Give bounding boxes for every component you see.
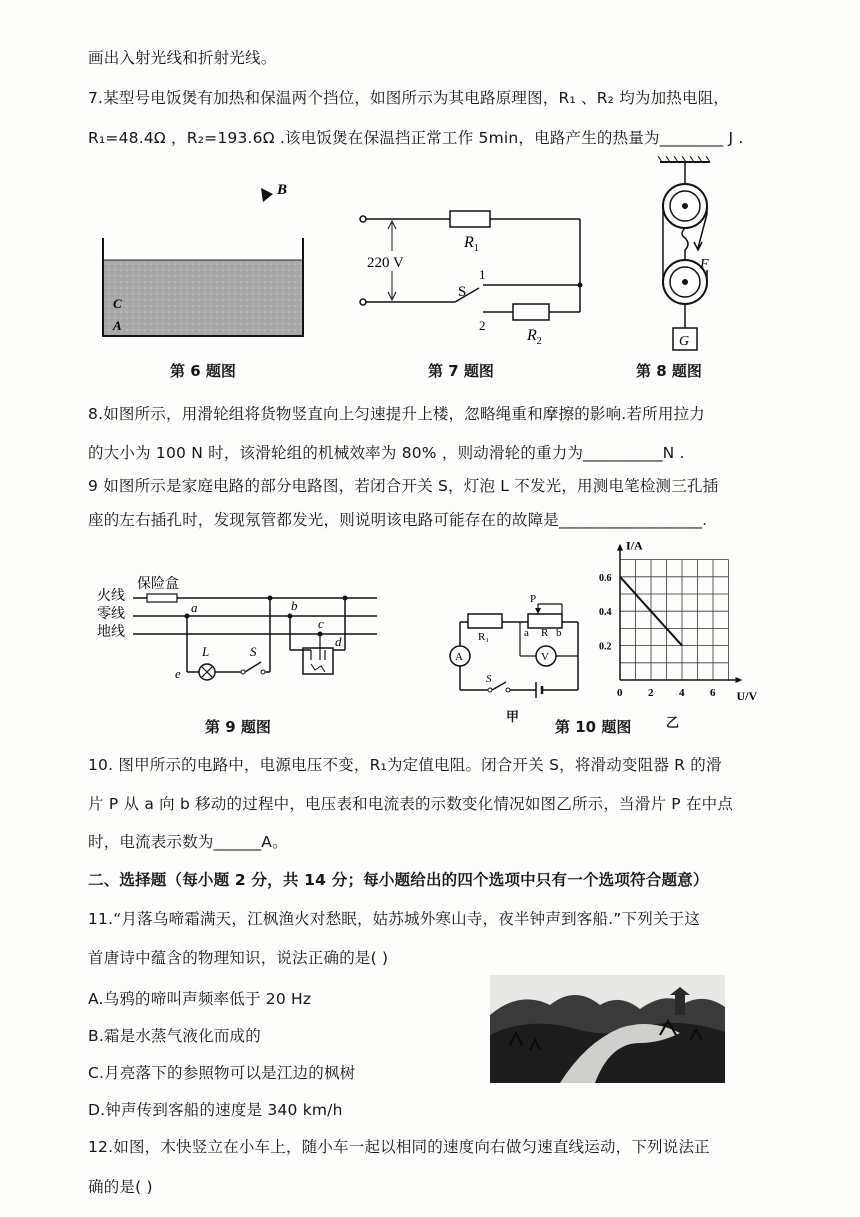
text-line-1: 画出入射光线和折射光线。 <box>88 49 277 67</box>
switch-S-label: S <box>250 644 257 659</box>
question-11-line-2: 首唐诗中蕴含的物理知识，说法正确的是( ) <box>88 949 389 967</box>
rheostat-a: a <box>524 627 529 639</box>
point-B: B <box>277 182 288 198</box>
chart-y-tick-label: 0.4 <box>599 607 612 619</box>
live-wire-label: 火线 <box>97 589 125 604</box>
socket-icon <box>303 648 333 674</box>
figure-6 <box>95 178 315 348</box>
switch-S-label: S <box>486 673 492 685</box>
question-9-line-2: 座的左右插孔时，发现氖管都发光，则说明该电路可能存在的故障是__________________. <box>88 511 708 529</box>
question-12-line-1: 12.如图，木快竖立在小车上，随小车一起以相同的速度向右做匀速直线运动，下列说法正 <box>88 1138 710 1156</box>
point-d: d <box>335 634 342 649</box>
ammeter-label: A <box>455 651 463 663</box>
rheostat-R: R <box>541 627 549 639</box>
question-10-line-2: 片 P 从 a 向 b 移动的过程中，电压表和电流表的示数变化情况如图乙所示，当滑片 P 在中点 <box>88 795 734 813</box>
option-A: A.乌鸦的啼叫声频率低于 20 Hz <box>88 990 312 1008</box>
force-F-label: F <box>700 257 709 272</box>
caption-figure-7: 第 7 题图 <box>428 362 494 380</box>
option-C: C.月亮落下的参照物可以是江边的枫树 <box>88 1064 356 1082</box>
point-c: c <box>318 616 324 631</box>
resistor-r1-label: $R_1$ <box>464 234 479 254</box>
chart-y-tick-label: 0.2 <box>599 641 612 653</box>
figure-9 <box>95 577 395 690</box>
point-C: C <box>113 296 122 311</box>
neutral-wire-label: 零线 <box>97 607 125 622</box>
figure-10-chart <box>598 535 768 703</box>
switch-s-label: S <box>458 284 467 300</box>
switch-pos-1: 1 <box>479 267 486 282</box>
slider-P-label: P <box>530 593 537 605</box>
chart-x-tick-label: 2 <box>648 687 654 699</box>
resistor-r1-label: R₁ <box>478 631 490 643</box>
caption-yi: 乙 <box>666 716 680 731</box>
resistor-r2-label: $R_2$ <box>527 327 542 347</box>
chart-ylabel: I/A <box>626 538 643 553</box>
point-b: b <box>291 598 298 613</box>
caption-jia: 甲 <box>506 710 520 725</box>
option-D: D.钟声传到客船的速度是 340 km/h <box>88 1101 343 1119</box>
chart-xlabel: U/V <box>736 689 758 703</box>
landscape-painting-image <box>490 975 725 1083</box>
section-2-heading: 二、选择题（每小题 2 分，共 14 分；每小题给出的四个选项中只有一个选项符合题意） <box>88 871 709 889</box>
option-B: B.霜是水蒸气液化而成的 <box>88 1027 261 1045</box>
question-8-line-1: 8.如图所示，用滑轮组将货物竖直向上匀速提升上楼，忽略绳重和摩擦的影响.若所用拉力 <box>88 405 705 423</box>
eye-icon <box>261 188 273 202</box>
caption-figure-6: 第 6 题图 <box>170 362 236 380</box>
question-7-line-1: 7.某型号电饭煲有加热和保温两个挡位，如图所示为其电路原理图，R₁ 、R₂ 均为加热电阻， <box>88 89 730 107</box>
question-11-line-1: 11.“月落乌啼霜满天，江枫渔火对愁眠，姑苏城外寒山寺，夜半钟声到客船.”下列关于这 <box>88 910 701 928</box>
chart-x-tick-label: 0 <box>617 687 623 699</box>
voltage-label: 220 V <box>367 255 404 271</box>
chart-y-tick-label: 0.6 <box>599 572 612 584</box>
question-8-line-2: 的大小为 100 N 时，该滑轮组的机械效率为 80% ，则动滑轮的重力为__________N . <box>88 444 685 462</box>
figure-7 <box>345 195 605 355</box>
question-10-line-1: 10. 图甲所示的电路中，电源电压不变，R₁为定值电阻。闭合开关 S，将滑动变阻器 R 的滑 <box>88 756 722 774</box>
question-12-line-2: 确的是( ) <box>88 1178 153 1196</box>
ground-wire-label: 地线 <box>97 625 125 640</box>
weight-G-label: G <box>679 334 690 349</box>
point-A: A <box>113 318 122 333</box>
point-e: e <box>175 666 181 681</box>
caption-figure-10: 第 10 题图 <box>555 718 632 736</box>
voltmeter-label: V <box>541 651 549 663</box>
figure-10-circuit <box>438 590 588 705</box>
switch-pos-2: 2 <box>479 318 486 333</box>
caption-figure-9: 第 9 题图 <box>205 718 271 736</box>
chart-x-tick-label: 4 <box>679 687 685 699</box>
lamp-L-label: L <box>202 644 210 659</box>
question-9-line-1: 9 如图所示是家庭电路的部分电路图，若闭合开关 S，灯泡 L 不发光，用测电笔检测三孔插 <box>88 477 719 495</box>
chart-x-tick-label: 6 <box>710 687 716 699</box>
rheostat-b: b <box>556 627 562 639</box>
question-10-line-3: 时，电流表示数为______A。 <box>88 833 288 851</box>
question-7-line-2: R₁=48.4Ω ，R₂=193.6Ω .该电饭煲在保温挡正常工作 5min，电路产生的热量为________ J . <box>88 129 744 147</box>
figure-8 <box>640 150 730 360</box>
point-a: a <box>191 600 198 615</box>
fuse-box-label: 保险盒 <box>137 577 179 592</box>
caption-figure-8: 第 8 题图 <box>636 362 702 380</box>
